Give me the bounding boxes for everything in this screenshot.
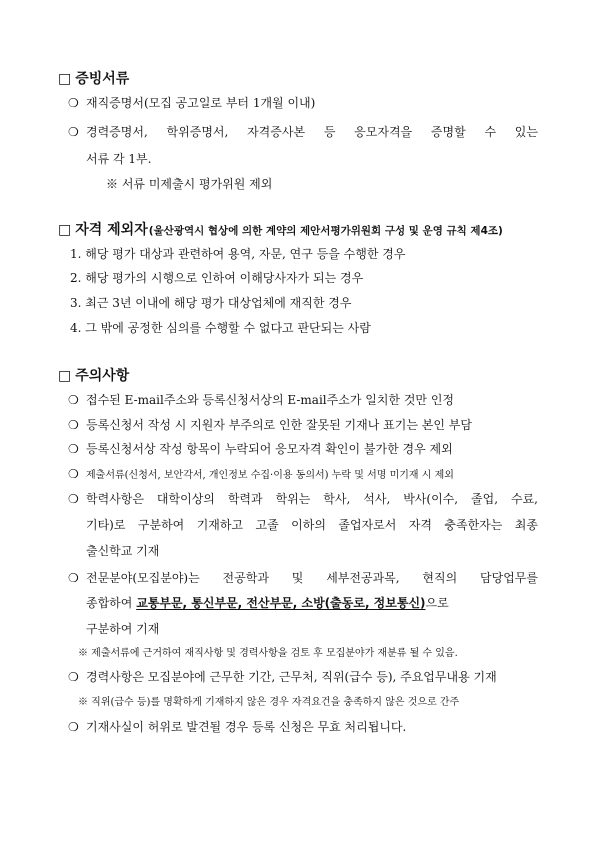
list-item bbox=[68, 720, 406, 734]
list-item-text: 전문분야(모집분야)는 전공학과 및 세부전공과목, 현직의 담당업무를 bbox=[86, 571, 538, 585]
section-heading-evidence bbox=[58, 68, 129, 88]
list-item-text: 제출서류(신청서, 보안각서, 개인정보 수집·이용 동의서) 누락 및 서명 미기재 시 제외 bbox=[86, 470, 454, 481]
list-item: 2. 해당 평가의 시행으로 인하여 이해당사자가 되는 경우 bbox=[70, 271, 364, 285]
note: ※ 제출서류에 근거하여 재직사항 및 경력사항을 검토 후 모집분야가 재분류 될 수 있음. bbox=[78, 648, 458, 659]
list-item-text: 종합하여 bbox=[86, 596, 137, 610]
list-item bbox=[68, 571, 538, 585]
list-item bbox=[68, 670, 497, 684]
list-item-text: 등록신청서상 작성 항목이 누락되어 응모자격 확인이 불가한 경우 제외 bbox=[86, 442, 453, 456]
list-item: 3. 최근 3년 이내에 해당 평가 대상업체에 재직한 경우 bbox=[70, 296, 352, 310]
list-item-continuation: 구분하여 기재 bbox=[86, 622, 160, 636]
list-item-text: 접수된 E-mail주소와 등록신청서상의 E-mail주소가 일치한 것만 인정 bbox=[86, 393, 454, 407]
circle-bullet-icon: ❍ bbox=[68, 442, 79, 456]
list-item-text: 경력사항은 모집분야에 근무한 기간, 근무처, 직위(급수 등), 주요업무내용 기재 bbox=[86, 670, 497, 684]
note: ※ 서류 미제출시 평가위원 제외 bbox=[106, 177, 273, 191]
list-item bbox=[68, 393, 454, 407]
section-title: 주의사항 bbox=[75, 368, 130, 384]
section-subtitle: (울산광역시 협상에 의한 계약의 제안서평가위원회 구성 및 운영 규칙 제4조) bbox=[148, 225, 503, 237]
list-item-text: 등록신청서 작성 시 지원자 부주의로 인한 잘못된 기재나 표기는 본인 부담 bbox=[86, 418, 472, 432]
section-marker: □ bbox=[58, 222, 72, 238]
circle-bullet-icon: ❍ bbox=[68, 96, 79, 110]
circle-bullet-icon: ❍ bbox=[68, 467, 79, 481]
circle-bullet-icon: ❍ bbox=[68, 670, 79, 684]
list-item-text: 학력사항은 대학이상의 학력과 학위는 학사, 석사, 박사(이수, 졸업, 수료, bbox=[86, 492, 538, 506]
circle-bullet-icon: ❍ bbox=[68, 393, 79, 407]
list-item-text: 으로 bbox=[425, 596, 449, 610]
list-item bbox=[68, 125, 538, 139]
circle-bullet-icon: ❍ bbox=[68, 571, 79, 585]
highlighted-categories: 교통부문, 통신부문, 전산부문, 소방(출동로, 정보통신) bbox=[136, 596, 426, 610]
list-item bbox=[68, 467, 454, 483]
list-item bbox=[68, 492, 538, 506]
section-heading-caution bbox=[58, 365, 129, 385]
list-item-text: 기재사실이 허위로 발견될 경우 등록 신청은 무효 처리됩니다. bbox=[86, 720, 407, 734]
circle-bullet-icon: ❍ bbox=[68, 492, 79, 506]
list-item-text: 재직증명서(모집 공고일로 부터 1개월 이내) bbox=[86, 96, 316, 110]
list-item bbox=[68, 442, 453, 456]
list-item: 1. 해당 평가 대상과 관련하여 용역, 자문, 연구 등을 수행한 경우 bbox=[70, 247, 406, 261]
circle-bullet-icon: ❍ bbox=[68, 720, 79, 734]
list-item-continuation: 기타)로 구분하여 기재하고 고졸 이하의 졸업자로서 자격 충족한자는 최종 bbox=[86, 518, 538, 532]
note: ※ 직위(급수 등)를 명확하게 기재하지 않은 경우 자격요건을 충족하지 않은 것으로 간주 bbox=[78, 697, 460, 708]
section-title: 자격 제외자 bbox=[75, 222, 148, 238]
section-marker: □ bbox=[58, 368, 72, 384]
list-item bbox=[68, 418, 472, 432]
section-heading-exclusion bbox=[58, 219, 503, 239]
section-title: 증빙서류 bbox=[75, 71, 130, 87]
list-item-continuation: 서류 각 1부. bbox=[86, 152, 152, 166]
circle-bullet-icon: ❍ bbox=[68, 125, 79, 139]
list-item-text: 경력증명서, 학위증명서, 자격증사본 등 응모자격을 증명할 수 있는 bbox=[86, 125, 538, 139]
circle-bullet-icon: ❍ bbox=[68, 418, 79, 432]
list-item bbox=[68, 96, 315, 110]
list-item-continuation bbox=[86, 596, 449, 610]
list-item-continuation: 출신학교 기재 bbox=[86, 544, 160, 558]
section-marker: □ bbox=[58, 71, 72, 87]
list-item: 4. 그 밖에 공정한 심의를 수행할 수 없다고 판단되는 사람 bbox=[70, 321, 371, 335]
